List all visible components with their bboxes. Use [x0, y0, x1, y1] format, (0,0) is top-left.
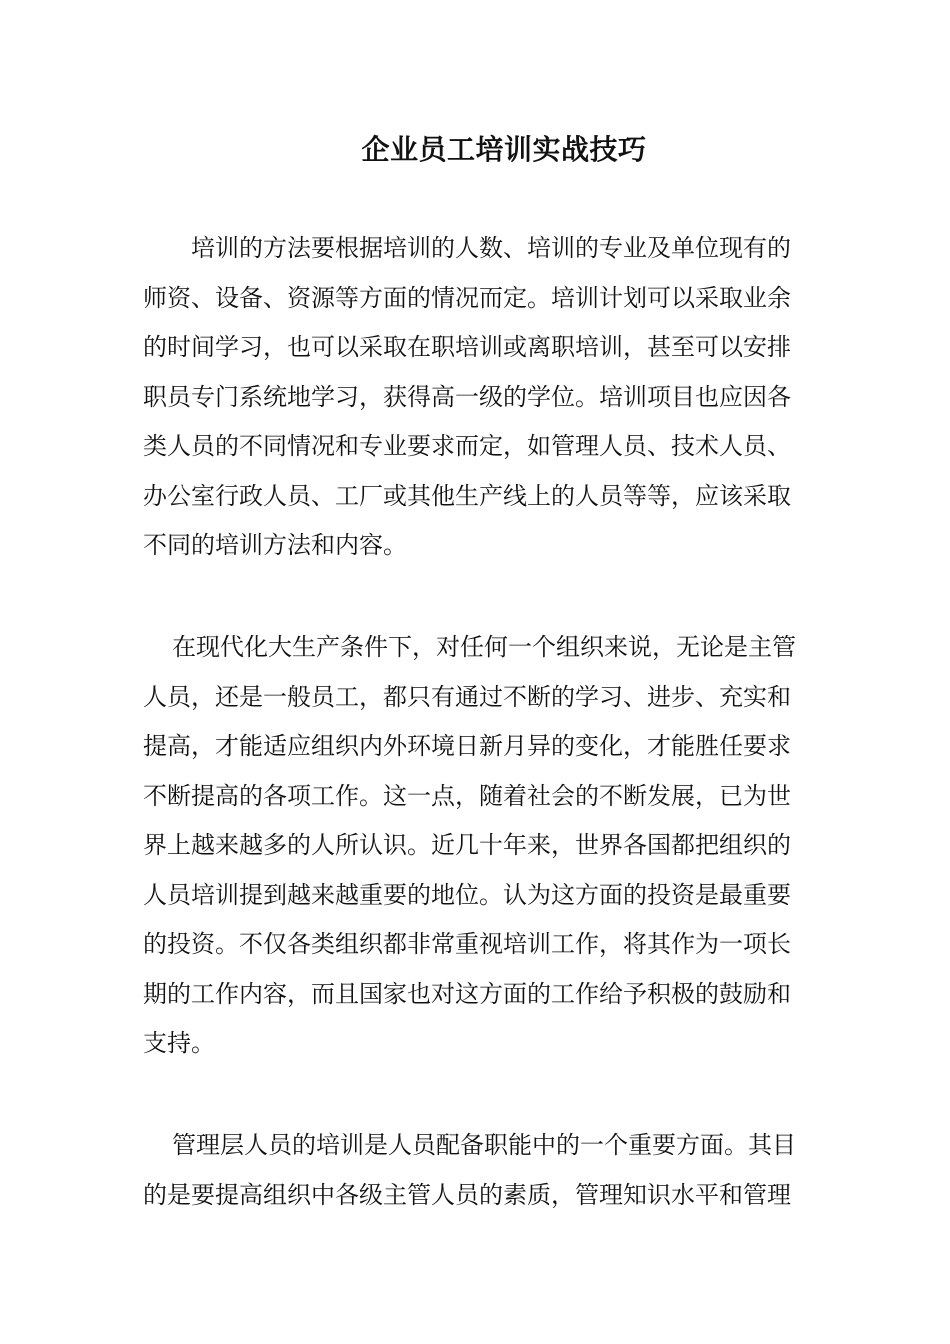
text-line: 管理层人员的培训是人员配备职能中的一个重要方面。其目	[172, 1131, 796, 1159]
text-line: 的是要提高组织中各级主管人员的素质，管理知识水平和管理	[143, 1180, 791, 1209]
paragraph-1	[143, 224, 806, 571]
text-line: 界上越来越多的人所认识。近几十年来，世界各国都把组织的	[143, 831, 791, 859]
text-line: 提高，才能适应组织内外环境日新月异的变化，才能胜任要求	[143, 732, 791, 760]
text-line: 人员，还是一般员工，都只有通过不断的学习、进步、充实和	[143, 682, 791, 711]
text-line: 办公室行政人员、工厂或其他生产线上的人员等等，应该采取	[143, 481, 791, 510]
text-line: 类人员的不同情况和专业要求而定，如管理人员、技术人员、	[143, 432, 791, 460]
text-line: 期的工作内容，而且国家也对这方面的工作给予积极的鼓励和	[143, 979, 791, 1008]
text-line: 培训的方法要根据培训的人数、培训的专业及单位现有的	[191, 234, 791, 262]
text-line: 不同的培训方法和内容。	[143, 531, 407, 559]
text-line: 在现代化大生产条件下，对任何一个组织来说，无论是主管	[172, 633, 796, 661]
text-line: 的投资。不仅各类组织都非常重视培训工作，将其作为一项长	[143, 930, 791, 958]
text-line: 支持。	[143, 1029, 215, 1057]
text-line: 不断提高的各项工作。这一点，随着社会的不断发展，已为世	[143, 781, 791, 810]
text-line: 的时间学习，也可以采取在职培训或离职培训，甚至可以安排	[143, 333, 791, 361]
paragraph-2	[143, 623, 806, 1069]
document-title: 企业员工培训实战技巧	[361, 133, 647, 166]
text-line: 人员培训提到越来越重要的地位。认为这方面的投资是最重要	[143, 880, 791, 909]
paragraph-3	[143, 1121, 806, 1220]
text-line: 师资、设备、资源等方面的情况而定。培训计划可以采取业余	[143, 283, 791, 312]
text-line: 职员专门系统地学习，获得高一级的学位。培训项目也应因各	[143, 382, 791, 411]
